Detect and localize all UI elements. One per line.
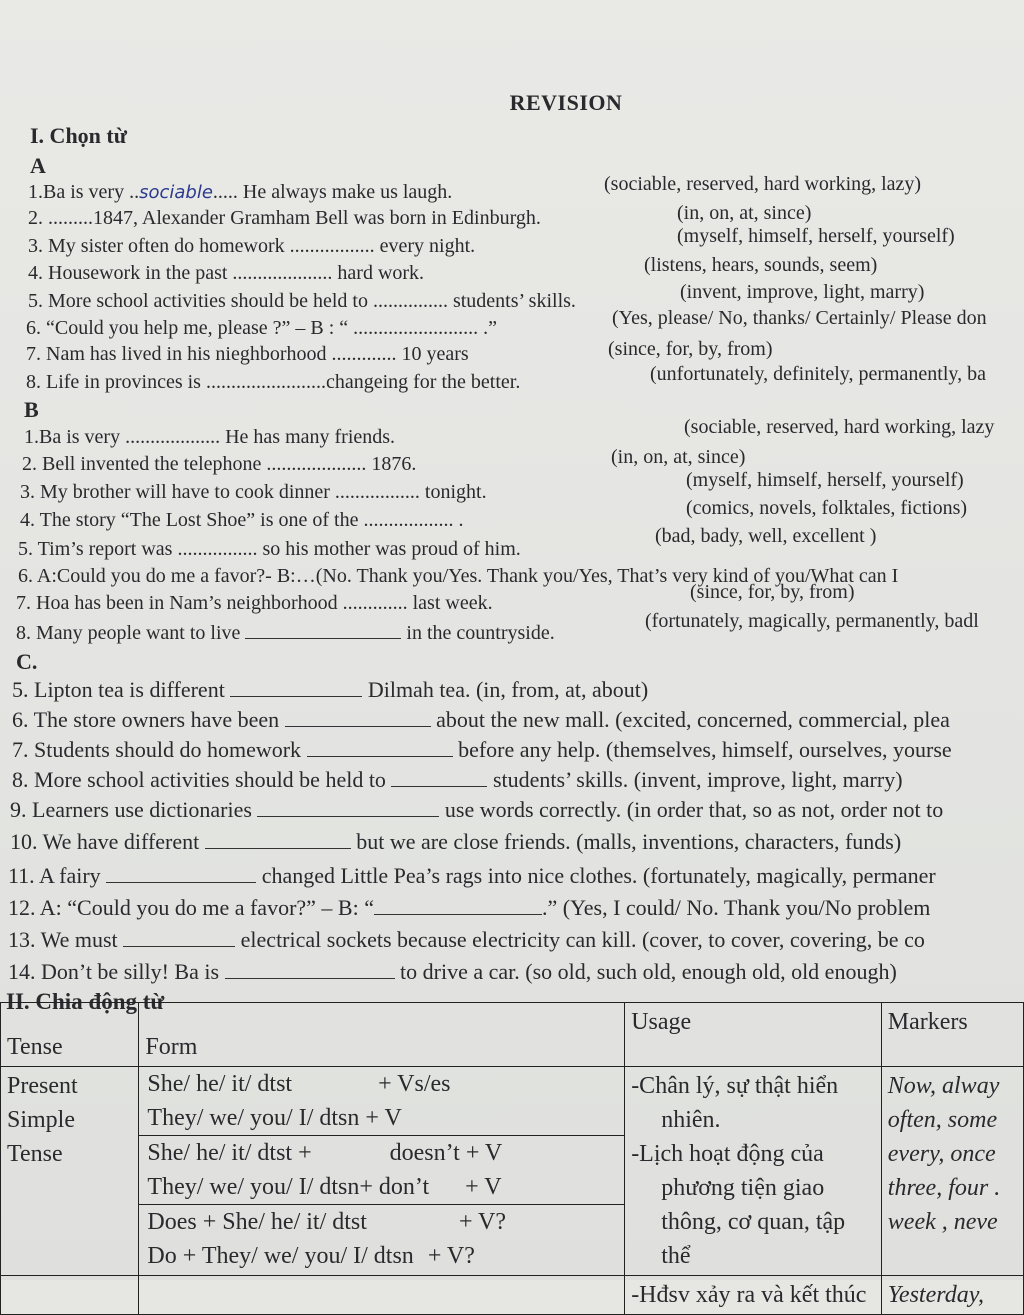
form-row	[147, 1101, 616, 1135]
question-text: in the countryside.	[401, 622, 555, 644]
part-b-label: B	[24, 397, 39, 422]
question-a4: 4. Housework in the past .................... hard work.	[28, 262, 425, 284]
question-b6: 6. A:Could you do me a favor?- B:…(No. Thank you/Yes. Thank you/Yes, That’s very kind of you/What can I	[18, 565, 899, 587]
question-c6	[12, 708, 950, 732]
part-c-label: C.	[16, 649, 38, 674]
form-subject: She/ he/ it/ dtst +	[147, 1140, 312, 1166]
tense-cell-next	[1, 1276, 139, 1315]
answer-blank	[245, 622, 401, 639]
usage-line: nhiên.	[661, 1107, 721, 1133]
question-text: changed Little Pea’s rags into nice clothes. (fortunately, magically, permaner	[256, 863, 936, 888]
form-group-negative	[139, 1136, 624, 1205]
page-title: REVISION	[509, 90, 623, 115]
question-a3: 3. My sister often do homework ................. every night.	[28, 235, 476, 257]
form-subject: She/ he/ it/ dtst	[147, 1071, 293, 1097]
marker-line: three, four .	[887, 1175, 1001, 1201]
question-text: Dilmah tea. (in, from, at, about)	[362, 677, 649, 702]
question-text: 6. The store owners have been	[12, 707, 285, 732]
form-subject: Do + They/ we/ you/ I/ dtsn	[147, 1243, 414, 1269]
question-text: 14. Don’t be silly! Ba is	[8, 959, 225, 984]
options-a6: (Yes, please/ No, thanks/ Certainly/ Please don	[612, 307, 987, 329]
form-subject: Does + She/ he/ it/ dtst	[147, 1209, 367, 1235]
usage-line: thông, cơ quan, tập	[661, 1209, 846, 1235]
form-row	[147, 1136, 616, 1170]
question-a6: 6. “Could you help me, please ?” – B : “ ......................... .”	[26, 317, 498, 339]
tense-line: Simple	[7, 1107, 76, 1133]
question-c13	[8, 928, 925, 952]
question-text: 9. Learners use dictionaries	[10, 797, 258, 822]
form-verb: doesn’t + V	[389, 1140, 503, 1166]
usage-line: thể	[661, 1243, 691, 1269]
question-b1: 1.Ba is very ................... He has many friends.	[24, 426, 396, 448]
question-text: .” (Yes, I could/ No. Thank you/No problem	[541, 895, 931, 920]
answer-blank	[230, 680, 362, 697]
question-b5: 5. Tim’s report was ................ so his mother was proud of him.	[18, 538, 521, 560]
header-markers: Markers	[881, 1003, 1023, 1067]
form-row	[147, 1067, 616, 1101]
question-text: about the new mall. (excited, concerned, commercial, plea	[430, 707, 950, 732]
options-b4: (comics, novels, folktales, fictions)	[686, 497, 968, 519]
question-text: use words correctly. (in order that, so as not, order not to	[439, 797, 944, 822]
question-text: ..... He always make us laugh.	[212, 181, 453, 203]
options-a5: (invent, improve, light, marry)	[680, 281, 925, 303]
form-verb: + V?	[458, 1209, 507, 1235]
question-b7: 7. Hoa has been in Nam’s neighborhood ............. last week.	[16, 592, 493, 614]
question-text: to drive a car. (so old, such old, enough old, old enough)	[394, 959, 897, 984]
question-text: but we are close friends. (malls, inventions, characters, funds)	[350, 829, 902, 854]
options-b8: (fortunately, magically, permanently, badl	[645, 610, 979, 632]
options-b5: (bad, bady, well, excellent )	[655, 525, 877, 547]
form-cell	[139, 1067, 625, 1276]
part-a-label: A	[30, 153, 46, 178]
question-a8: 8. Life in provinces is ........................changeing for the better.	[26, 371, 521, 393]
options-b2: (in, on, at, since)	[611, 446, 746, 468]
tense-line: Tense	[7, 1141, 63, 1167]
answer-blank	[205, 832, 351, 849]
question-c7	[12, 738, 952, 762]
question-text: 1.Ba is very ..	[28, 181, 140, 203]
question-b8	[16, 621, 555, 645]
question-c9	[10, 798, 943, 822]
options-a1: (sociable, reserved, hard working, lazy)	[604, 173, 922, 195]
options-b1: (sociable, reserved, hard working, lazy	[684, 416, 995, 438]
form-row	[147, 1205, 616, 1239]
section-1-heading: I. Chọn từ	[30, 123, 127, 148]
answer-blank	[225, 962, 395, 979]
usage-line: phương tiện giao	[661, 1175, 825, 1201]
answer-blank	[374, 898, 542, 915]
options-a3: (myself, himself, herself, yourself)	[677, 225, 955, 247]
answer-blank	[123, 930, 235, 947]
handwritten-answer: sociable	[139, 182, 213, 203]
question-c8	[12, 768, 903, 792]
question-text: electrical sockets because electricity can kill. (cover, to cover, covering, be co	[235, 927, 925, 952]
question-text: before any help. (themselves, himself, ourselves, yourse	[452, 737, 952, 762]
options-a4: (listens, hears, sounds, seem)	[644, 254, 878, 276]
question-c12	[8, 896, 930, 920]
options-b3: (myself, himself, herself, yourself)	[686, 469, 964, 491]
header-usage: Usage	[625, 1003, 882, 1067]
form-group-affirmative	[139, 1067, 624, 1136]
form-verb: + V	[465, 1174, 502, 1200]
question-text: students’ skills. (invent, improve, light, marry)	[487, 767, 903, 792]
question-c10	[10, 830, 901, 854]
question-text: 13. We must	[8, 927, 124, 952]
form-cell-next	[139, 1276, 625, 1315]
question-text: 11. A fairy	[8, 863, 107, 888]
question-text: 12. A: “Could you do me a favor?” – B: “	[8, 895, 374, 920]
question-b2: 2. Bell invented the telephone .................... 1876.	[22, 453, 417, 475]
section-2-heading: II. Chia động từ	[6, 989, 165, 1014]
question-c11	[8, 864, 936, 888]
tense-table	[0, 1002, 1024, 1315]
form-verb: + V?	[427, 1243, 475, 1269]
header-form: Form	[139, 1003, 625, 1067]
form-row	[147, 1239, 616, 1273]
header-tense: Tense	[1, 1003, 139, 1067]
form-subject: They/ we/ you/ I/ dtsn+ don’t	[147, 1174, 430, 1200]
marker-line: every, once	[887, 1141, 996, 1167]
question-c14	[8, 960, 897, 984]
form-group-question	[139, 1205, 624, 1273]
usage-line: -Chân lý, sự thật hiển	[631, 1073, 839, 1099]
form-verb: + Vs/es	[378, 1071, 451, 1097]
question-text: 5. Lipton tea is different	[12, 677, 231, 702]
question-b3: 3. My brother will have to cook dinner ................. tonight.	[20, 481, 487, 503]
question-text: 7. Students should do homework	[12, 737, 307, 762]
marker-line: Now, alway	[887, 1073, 1000, 1099]
question-a2: 2. .........1847, Alexander Gramham Bell was born in Edinburgh.	[28, 207, 541, 229]
marker-line: often, some	[887, 1107, 998, 1133]
marker-line: week , neve	[887, 1209, 998, 1235]
usage-cell-next: -Hđsv xảy ra và kết thúc	[625, 1276, 882, 1315]
tense-cell	[1, 1067, 139, 1276]
options-a2: (in, on, at, since)	[677, 202, 812, 224]
question-c5	[12, 678, 648, 702]
question-text: 8. Many people want to live	[16, 622, 246, 644]
form-subject: They/ we/ you/ I/ dtsn + V	[147, 1105, 402, 1131]
form-row	[147, 1170, 616, 1204]
question-text: 10. We have different	[10, 829, 205, 854]
usage-cell	[625, 1067, 882, 1276]
answer-blank	[307, 740, 453, 757]
question-a1	[28, 180, 452, 205]
markers-cell-next: Yesterday,	[881, 1276, 1023, 1315]
answer-blank	[106, 866, 256, 883]
question-a5: 5. More school activities should be held to ............... students’ skills.	[28, 290, 576, 312]
options-b7: (since, for, by, from)	[690, 581, 855, 603]
answer-blank	[285, 710, 431, 727]
question-b4: 4. The story “The Lost Shoe” is one of the .................. .	[20, 509, 464, 531]
options-a8: (unfortunately, definitely, permanently, ba	[650, 363, 986, 385]
question-text: 8. More school activities should be held to	[12, 767, 392, 792]
usage-line: -Lịch hoạt động của	[631, 1141, 824, 1167]
question-a7: 7. Nam has lived in his nieghborhood ............. 10 years	[26, 343, 469, 365]
answer-blank	[391, 770, 487, 787]
answer-blank	[257, 800, 439, 817]
tense-line: Present	[7, 1073, 78, 1099]
markers-cell	[881, 1067, 1023, 1276]
options-a7: (since, for, by, from)	[608, 338, 773, 360]
